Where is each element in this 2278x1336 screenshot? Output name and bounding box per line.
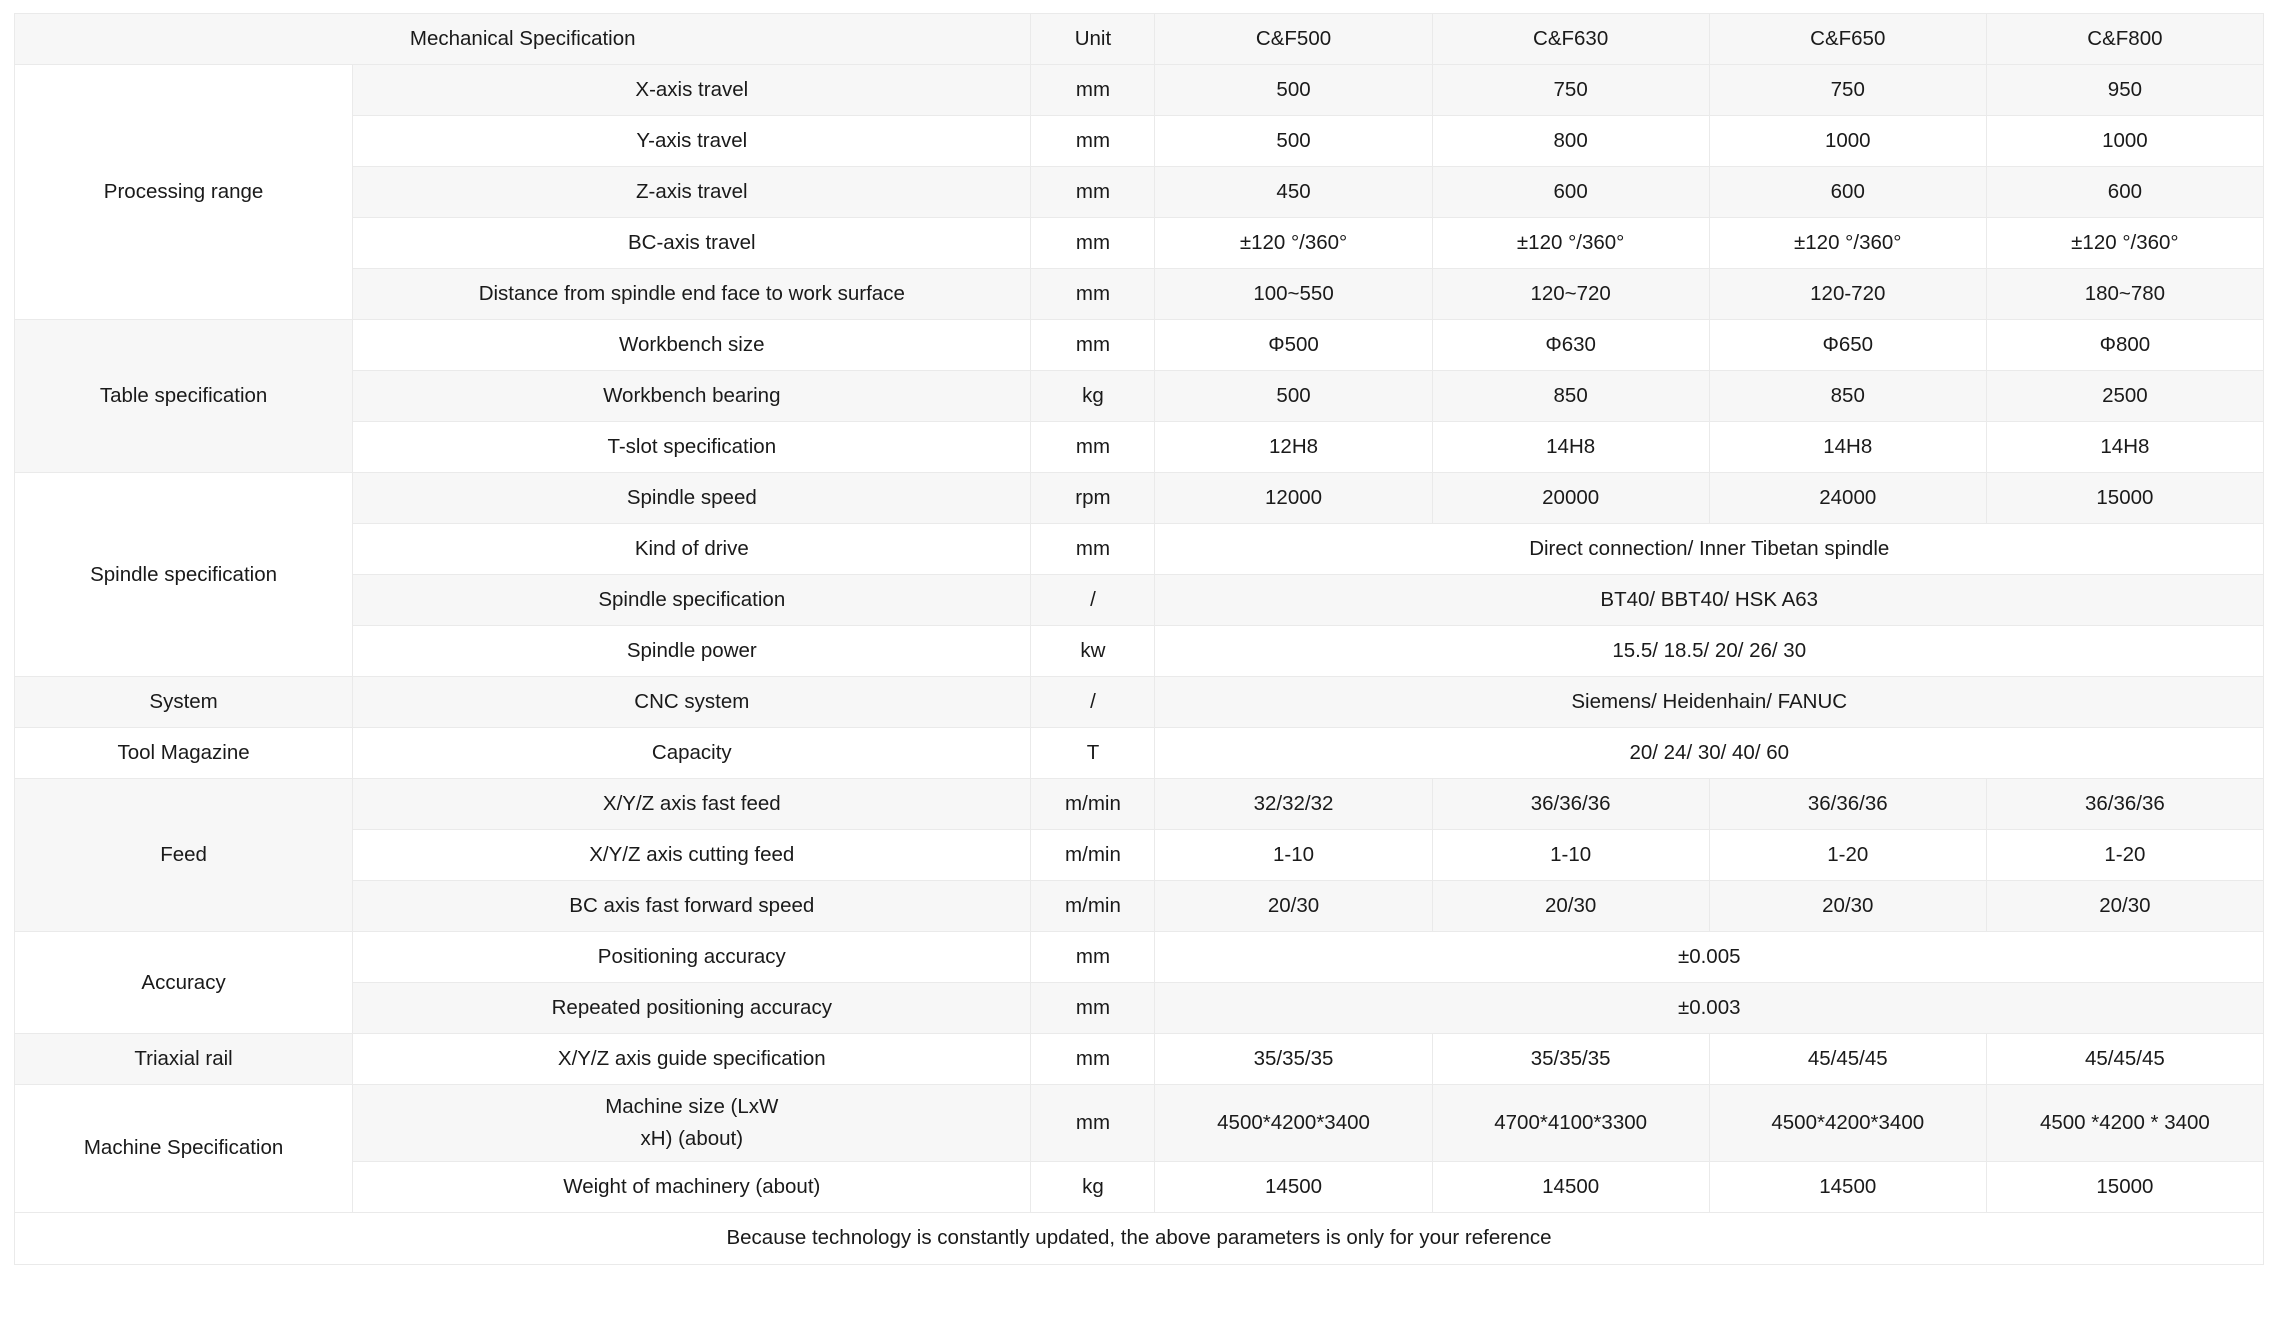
spec-value-model-2: ±120 °/360°: [1432, 218, 1709, 269]
group-label: Table specification: [15, 320, 353, 473]
spec-unit: /: [1031, 575, 1155, 626]
footnote-row: [15, 1212, 2264, 1264]
table-row: [15, 830, 2264, 881]
spec-item-label: Workbench bearing: [353, 371, 1031, 422]
spec-value-model-4: 180~780: [1986, 269, 2263, 320]
spec-value-model-4: 2500: [1986, 371, 2263, 422]
specification-table: [14, 13, 2264, 1265]
spec-value-model-3: 36/36/36: [1709, 779, 1986, 830]
spec-unit: kg: [1031, 1161, 1155, 1212]
table-row: [15, 932, 2264, 983]
spec-item-label: Spindle speed: [353, 473, 1031, 524]
spec-item-label-line1: Machine size (LxW: [605, 1095, 779, 1118]
spec-value-model-2: 1-10: [1432, 830, 1709, 881]
spec-unit: mm: [1031, 269, 1155, 320]
spec-value-model-1: 450: [1155, 167, 1432, 218]
spec-unit: mm: [1031, 65, 1155, 116]
spec-value-model-4: Φ800: [1986, 320, 2263, 371]
spec-value-model-2: 750: [1432, 65, 1709, 116]
spec-unit: m/min: [1031, 830, 1155, 881]
spec-value-model-2: 14H8: [1432, 422, 1709, 473]
spec-item-label: CNC system: [353, 677, 1031, 728]
group-label: System: [15, 677, 353, 728]
table-row: [15, 1034, 2264, 1085]
spec-value-merged: ±0.005: [1155, 932, 2264, 983]
spec-unit: mm: [1031, 167, 1155, 218]
spec-value-model-3: 750: [1709, 65, 1986, 116]
spec-value-model-1: 14500: [1155, 1161, 1432, 1212]
spec-unit: rpm: [1031, 473, 1155, 524]
spec-item-label: T-slot specification: [353, 422, 1031, 473]
spec-value-model-1: 35/35/35: [1155, 1034, 1432, 1085]
spec-value-model-3: 850: [1709, 371, 1986, 422]
spec-value-model-2: 20000: [1432, 473, 1709, 524]
spec-item-label: Distance from spindle end face to work surface: [353, 269, 1031, 320]
spec-value-merged: 15.5/ 18.5/ 20/ 26/ 30: [1155, 626, 2264, 677]
spec-value-model-1: 20/30: [1155, 881, 1432, 932]
spec-value-model-4: 600: [1986, 167, 2263, 218]
table-row: [15, 371, 2264, 422]
spec-value-model-4: 950: [1986, 65, 2263, 116]
header-model-4: C&F800: [1986, 14, 2263, 65]
table-row: [15, 422, 2264, 473]
table-row: [15, 65, 2264, 116]
spec-unit: mm: [1031, 218, 1155, 269]
spec-value-model-1: 1-10: [1155, 830, 1432, 881]
spec-value-model-2: 20/30: [1432, 881, 1709, 932]
spec-unit: mm: [1031, 932, 1155, 983]
spec-value-model-4: 15000: [1986, 1161, 2263, 1212]
spec-value-model-3: 1-20: [1709, 830, 1986, 881]
spec-item-label: BC axis fast forward speed: [353, 881, 1031, 932]
spec-unit: mm: [1031, 422, 1155, 473]
spec-value-model-3: Φ650: [1709, 320, 1986, 371]
table-row: [15, 881, 2264, 932]
spec-value-model-1: 12000: [1155, 473, 1432, 524]
table-body: [15, 14, 2264, 1265]
spec-value-model-3: 14H8: [1709, 422, 1986, 473]
spec-value-model-1: 32/32/32: [1155, 779, 1432, 830]
table-row: [15, 1085, 2264, 1162]
header-model-2: C&F630: [1432, 14, 1709, 65]
spec-unit: mm: [1031, 1034, 1155, 1085]
spec-value-model-4: 1000: [1986, 116, 2263, 167]
spec-item-label: X/Y/Z axis fast feed: [353, 779, 1031, 830]
spec-item-label: Workbench size: [353, 320, 1031, 371]
table-row: [15, 1161, 2264, 1212]
table-row: [15, 983, 2264, 1034]
spec-value-model-3: 1000: [1709, 116, 1986, 167]
spec-item-label: Repeated positioning accuracy: [353, 983, 1031, 1034]
spec-value-model-2: 36/36/36: [1432, 779, 1709, 830]
spec-value-model-3: ±120 °/360°: [1709, 218, 1986, 269]
spec-value-model-1: 100~550: [1155, 269, 1432, 320]
group-label: Triaxial rail: [15, 1034, 353, 1085]
spec-item-label: BC-axis travel: [353, 218, 1031, 269]
group-label: Spindle specification: [15, 473, 353, 677]
spec-value-merged: 20/ 24/ 30/ 40/ 60: [1155, 728, 2264, 779]
spec-value-model-3: 4500*4200*3400: [1709, 1085, 1986, 1162]
spec-item-label: X/Y/Z axis cutting feed: [353, 830, 1031, 881]
spec-value-model-3: 14500: [1709, 1161, 1986, 1212]
table-row: [15, 473, 2264, 524]
spec-unit: mm: [1031, 983, 1155, 1034]
spec-value-model-2: 600: [1432, 167, 1709, 218]
spec-value-model-1: 4500*4200*3400: [1155, 1085, 1432, 1162]
footnote-text: Because technology is constantly updated, the above parameters is only for your reference: [15, 1212, 2264, 1264]
spec-value-model-2: 14500: [1432, 1161, 1709, 1212]
spec-value-model-1: 500: [1155, 116, 1432, 167]
spec-value-model-3: 600: [1709, 167, 1986, 218]
spec-item-label-line2: xH) (about): [640, 1126, 744, 1150]
table-row: [15, 320, 2264, 371]
header-model-1: C&F500: [1155, 14, 1432, 65]
spec-value-model-4: 20/30: [1986, 881, 2263, 932]
spec-unit: m/min: [1031, 779, 1155, 830]
spec-value-merged: BT40/ BBT40/ HSK A63: [1155, 575, 2264, 626]
spec-value-model-1: ±120 °/360°: [1155, 218, 1432, 269]
spec-value-model-4: 36/36/36: [1986, 779, 2263, 830]
table-row: [15, 218, 2264, 269]
spec-unit: T: [1031, 728, 1155, 779]
table-row: [15, 116, 2264, 167]
spec-item-label: Z-axis travel: [353, 167, 1031, 218]
spec-unit: m/min: [1031, 881, 1155, 932]
table-row: [15, 779, 2264, 830]
spec-value-merged: ±0.003: [1155, 983, 2264, 1034]
table-row: [15, 269, 2264, 320]
spec-item-label: Spindle power: [353, 626, 1031, 677]
spec-value-model-2: 35/35/35: [1432, 1034, 1709, 1085]
spec-value-model-4: 4500 *4200 * 3400: [1986, 1085, 2263, 1162]
spec-value-merged: Direct connection/ Inner Tibetan spindle: [1155, 524, 2264, 575]
group-label: Accuracy: [15, 932, 353, 1034]
table-row: [15, 167, 2264, 218]
spec-value-model-1: Φ500: [1155, 320, 1432, 371]
spec-value-model-1: 500: [1155, 65, 1432, 116]
spec-item-label: X/Y/Z axis guide specification: [353, 1034, 1031, 1085]
spec-unit: mm: [1031, 524, 1155, 575]
spec-unit: kg: [1031, 371, 1155, 422]
spec-value-model-2: Φ630: [1432, 320, 1709, 371]
spec-item-label: Weight of machinery (about): [353, 1161, 1031, 1212]
spec-value-model-3: 120-720: [1709, 269, 1986, 320]
spec-value-model-2: 120~720: [1432, 269, 1709, 320]
spec-unit: /: [1031, 677, 1155, 728]
spec-unit: mm: [1031, 1085, 1155, 1162]
group-label: Machine Specification: [15, 1085, 353, 1213]
group-label: Tool Magazine: [15, 728, 353, 779]
spec-value-model-4: 1-20: [1986, 830, 2263, 881]
spec-value-model-2: 4700*4100*3300: [1432, 1085, 1709, 1162]
spec-item-label: Spindle specification: [353, 575, 1031, 626]
spec-value-model-1: 500: [1155, 371, 1432, 422]
spec-item-label: Kind of drive: [353, 524, 1031, 575]
spec-value-model-4: 14H8: [1986, 422, 2263, 473]
spec-value-model-3: 24000: [1709, 473, 1986, 524]
spec-value-model-3: 45/45/45: [1709, 1034, 1986, 1085]
spec-value-model-4: 45/45/45: [1986, 1034, 2263, 1085]
table-header-row: [15, 14, 2264, 65]
spec-value-merged: Siemens/ Heidenhain/ FANUC: [1155, 677, 2264, 728]
spec-value-model-4: ±120 °/360°: [1986, 218, 2263, 269]
spec-value-model-1: 12H8: [1155, 422, 1432, 473]
header-unit: Unit: [1031, 14, 1155, 65]
table-row: [15, 728, 2264, 779]
spec-unit: mm: [1031, 116, 1155, 167]
spec-value-model-2: 800: [1432, 116, 1709, 167]
group-label: Feed: [15, 779, 353, 932]
table-row: [15, 626, 2264, 677]
spec-value-model-2: 850: [1432, 371, 1709, 422]
table-row: [15, 524, 2264, 575]
spec-item-label: Positioning accuracy: [353, 932, 1031, 983]
spec-item-label: X-axis travel: [353, 65, 1031, 116]
group-label: Processing range: [15, 65, 353, 320]
spec-value-model-3: 20/30: [1709, 881, 1986, 932]
header-model-3: C&F650: [1709, 14, 1986, 65]
table-row: [15, 575, 2264, 626]
spec-item-label: Y-axis travel: [353, 116, 1031, 167]
spec-item-label: [353, 1085, 1031, 1162]
table-row: [15, 677, 2264, 728]
spec-item-label: Capacity: [353, 728, 1031, 779]
header-mechanical-specification: Mechanical Specification: [15, 14, 1031, 65]
spec-unit: kw: [1031, 626, 1155, 677]
spec-unit: mm: [1031, 320, 1155, 371]
spec-value-model-4: 15000: [1986, 473, 2263, 524]
